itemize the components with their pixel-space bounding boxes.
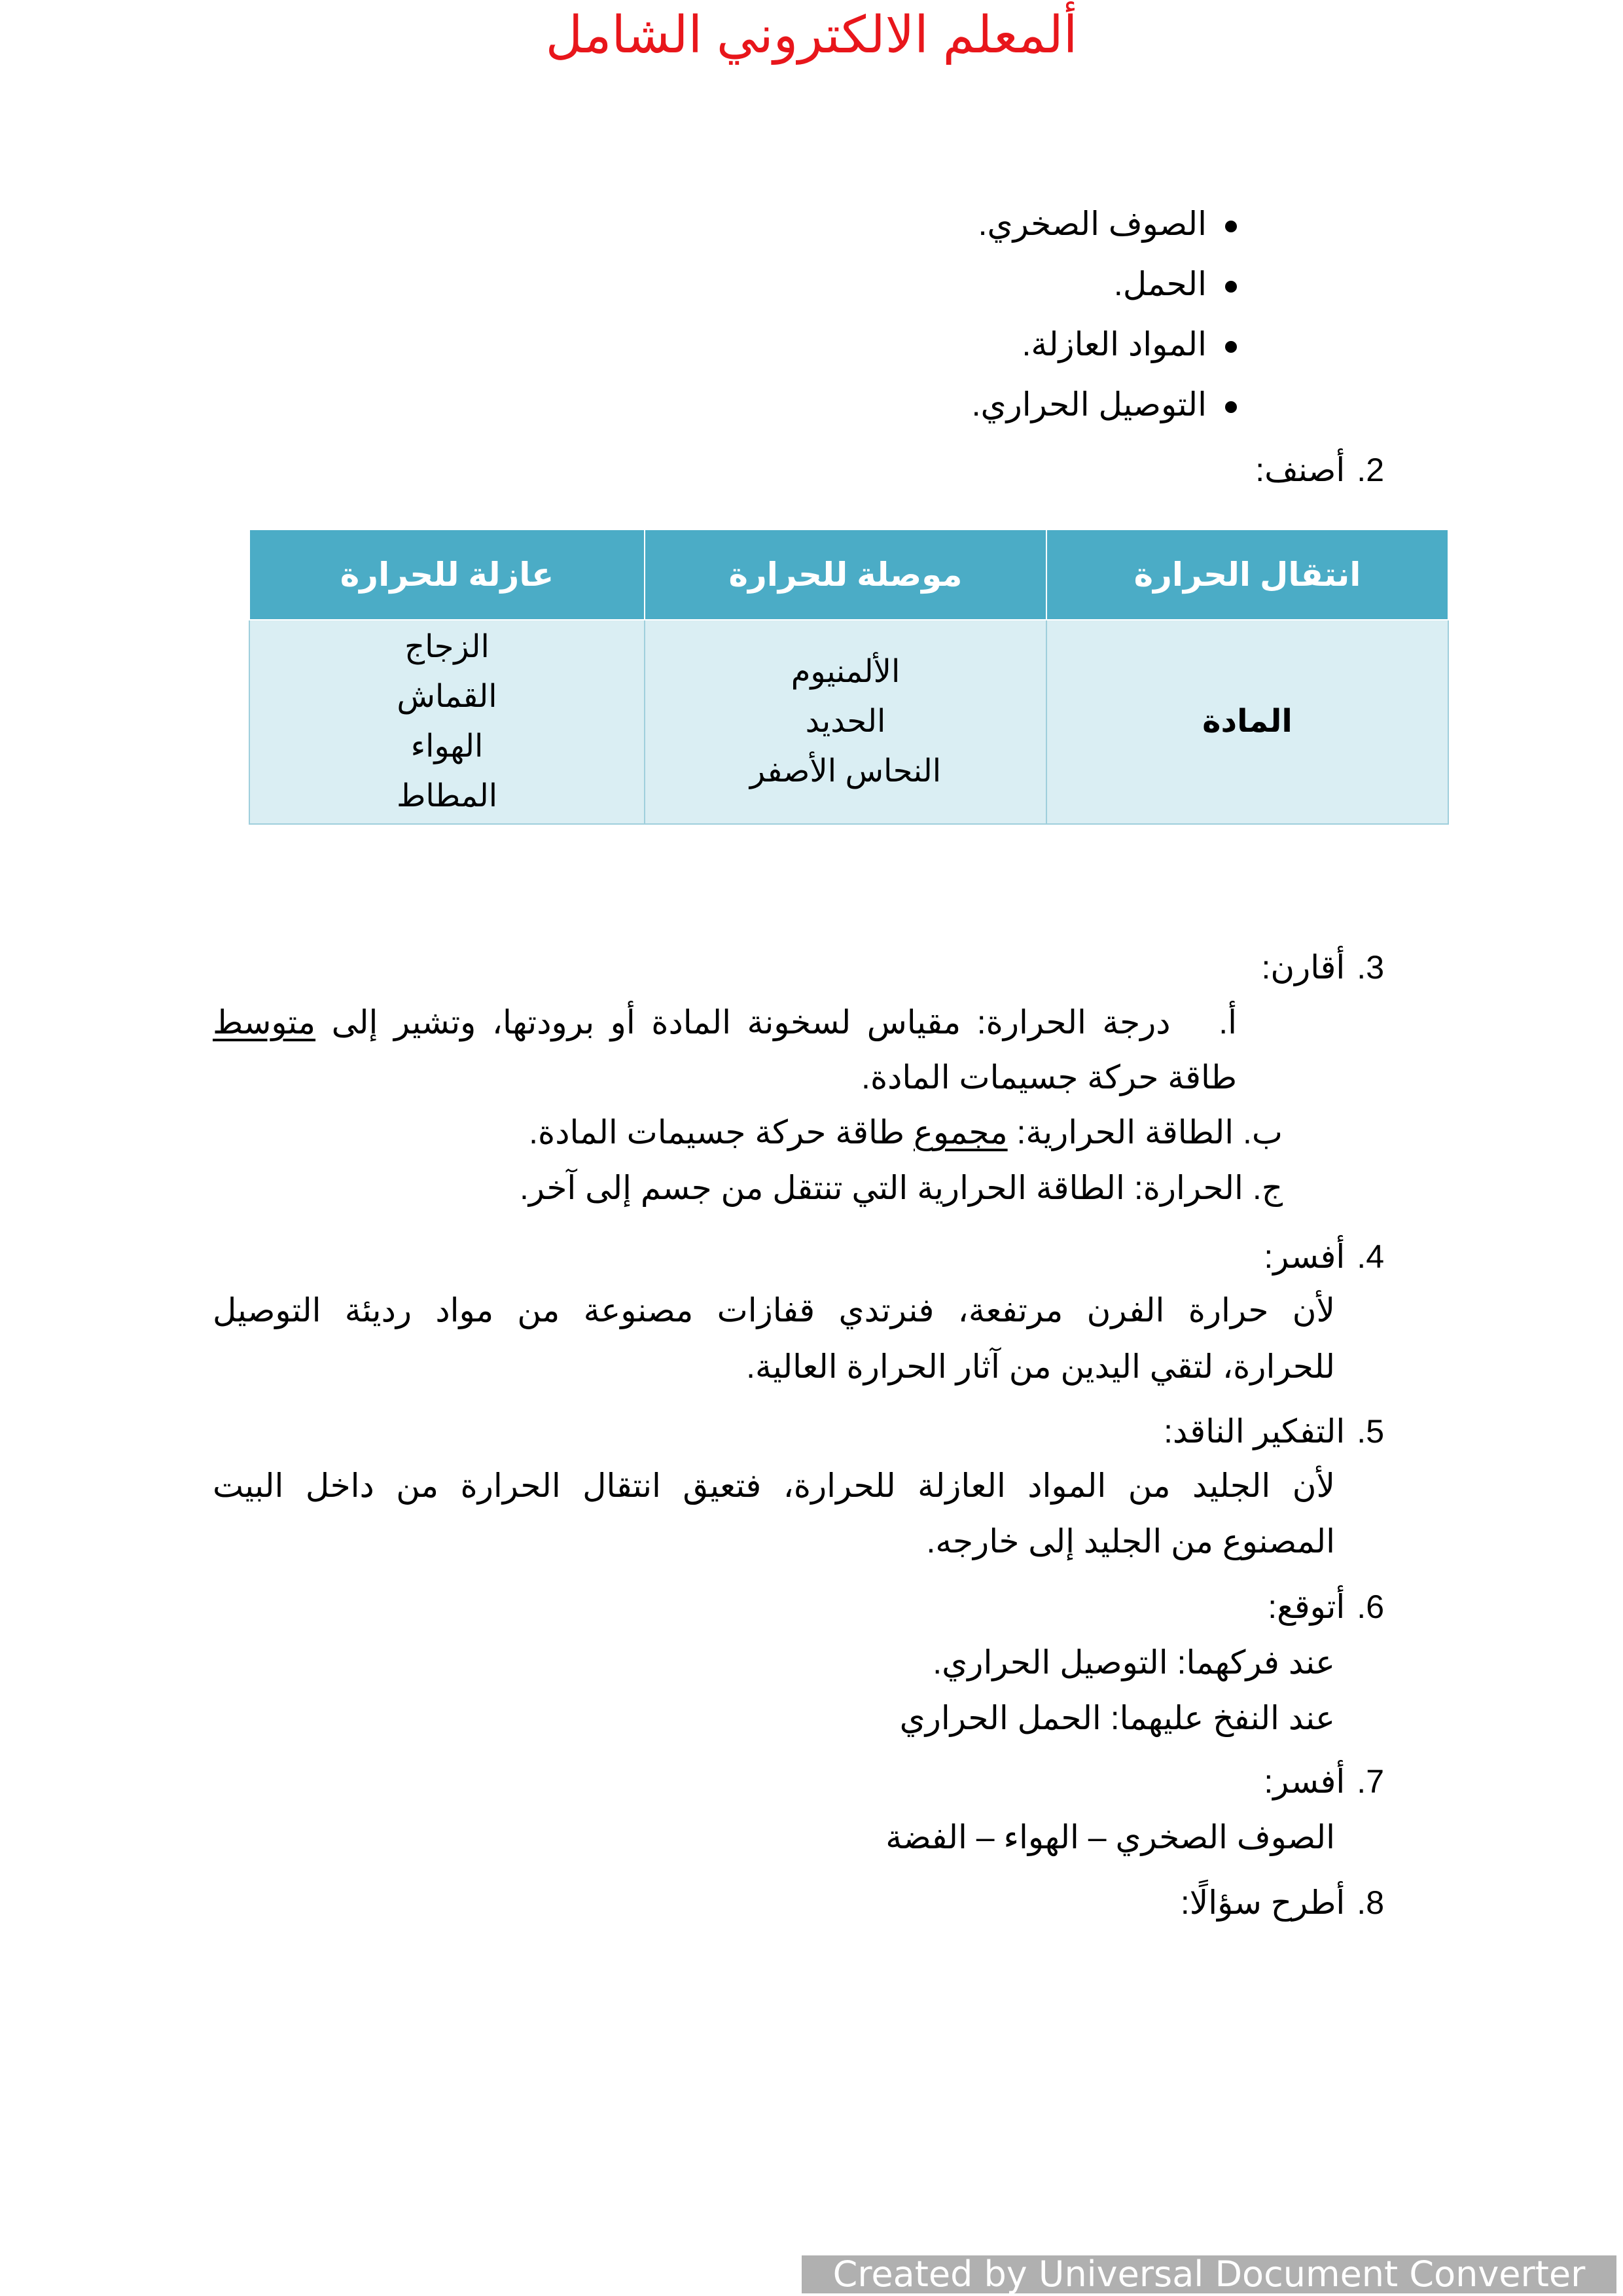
bullet-text: الحمل. — [1113, 266, 1207, 302]
question-4-heading — [1264, 1237, 1384, 1276]
bullet-text: الصوف الصخري. — [978, 206, 1207, 242]
underlined-term: متوسط — [213, 1004, 316, 1041]
q3-item-b — [529, 1113, 1283, 1152]
underlined-term: مجموع — [913, 1114, 1008, 1151]
q6-answer-line1: عند فركهما: التوصيل الحراري. — [933, 1644, 1335, 1681]
question-number: 5. — [1357, 1413, 1384, 1450]
question-label: أتوقع: — [1268, 1588, 1346, 1625]
header-insulators: عازلة للحرارة — [249, 529, 645, 620]
bullet-icon — [1225, 341, 1237, 353]
item-text: درجة الحرارة: مقياس لسخونة المادة أو برودتها، وتشير إلى — [331, 1004, 1171, 1041]
q5-answer-line1: لأن الجليد من المواد العازلة للحرارة، فتعيق انتقال الحرارة من داخل البيت — [213, 1467, 1335, 1504]
header-heat-transfer: انتقال الحرارة — [1046, 529, 1448, 620]
conductor-item: النحاس الأصفر — [749, 754, 942, 789]
insulator-item: القماش — [397, 679, 497, 714]
question-number: 4. — [1357, 1238, 1384, 1275]
q5-answer-line2: المصنوع من الجليد إلى خارجه. — [926, 1523, 1335, 1560]
bullet-item — [978, 204, 1237, 243]
bullet-icon — [1225, 401, 1237, 413]
question-label: أفسر: — [1264, 1238, 1346, 1275]
table-row — [249, 620, 1448, 824]
table-header-row — [249, 529, 1448, 620]
item-letter: أ. — [1219, 1004, 1237, 1041]
question-label: أفسر: — [1264, 1763, 1346, 1800]
bullet-icon — [1225, 281, 1237, 293]
bullet-text: التوصيل الحراري. — [971, 386, 1207, 423]
classification-table — [249, 529, 1449, 825]
question-label: التفكير الناقد: — [1164, 1413, 1346, 1450]
question-number: 2. — [1357, 452, 1384, 488]
question-6-heading — [1268, 1587, 1384, 1626]
question-number: 7. — [1357, 1763, 1384, 1800]
q3-item-a-line1 — [213, 1003, 1237, 1042]
question-number: 3. — [1357, 949, 1384, 986]
question-8-heading — [1181, 1883, 1384, 1922]
question-label: أقارن: — [1261, 949, 1346, 986]
conductor-item: الألمنيوم — [791, 655, 901, 689]
conductor-item: الحديد — [805, 704, 886, 739]
conductors-cell — [645, 620, 1046, 824]
q4-answer-line1: لأن حرارة الفرن مرتفعة، فنرتدي قفازات مصنوعة من مواد رديئة التوصيل — [213, 1292, 1335, 1329]
converter-watermark: Created by Universal Document Converter — [802, 2255, 1616, 2293]
insulators-cell — [249, 620, 645, 824]
bullet-item — [972, 385, 1237, 424]
bullet-item — [1022, 325, 1237, 364]
bullet-text: المواد العازلة. — [1022, 326, 1207, 363]
q6-answer-line2: عند النفخ عليهما: الحمل الحراري — [899, 1700, 1335, 1736]
insulator-item: المطاط — [396, 779, 498, 814]
question-7-heading — [1264, 1762, 1384, 1801]
q7-answer-line1: الصوف الصخري – الهواء – الفضة — [885, 1819, 1335, 1856]
insulator-item: الهواء — [410, 729, 484, 764]
question-number: 6. — [1357, 1588, 1384, 1625]
question-3-heading — [1261, 948, 1384, 987]
insulator-item: الزجاج — [404, 630, 490, 664]
question-number: 8. — [1357, 1884, 1384, 1921]
question-label: أطرح سؤالًا: — [1180, 1884, 1346, 1921]
question-label: أصنف: — [1255, 452, 1346, 488]
row-label-material: المادة — [1046, 620, 1448, 824]
q3-item-a-line2: طاقة حركة جسيمات المادة. — [861, 1059, 1237, 1096]
item-text: ب. الطاقة الحرارية: — [1007, 1114, 1283, 1151]
question-2-heading — [1255, 450, 1384, 490]
question-5-heading — [1164, 1412, 1384, 1451]
item-text: طاقة حركة جسيمات المادة. — [529, 1114, 914, 1151]
bullet-icon — [1225, 221, 1237, 232]
page-title: ألمعلم الالكتروني الشامل — [545, 6, 1078, 63]
q3-item-c: ج. الحرارة: الطاقة الحرارية التي تنتقل من جسم إلى آخر. — [520, 1170, 1283, 1206]
bullet-item — [1114, 264, 1237, 304]
header-conductors: موصلة للحرارة — [645, 529, 1046, 620]
q4-answer-line2: للحرارة، لتقي اليدين من آثار الحرارة العالية. — [746, 1348, 1335, 1385]
